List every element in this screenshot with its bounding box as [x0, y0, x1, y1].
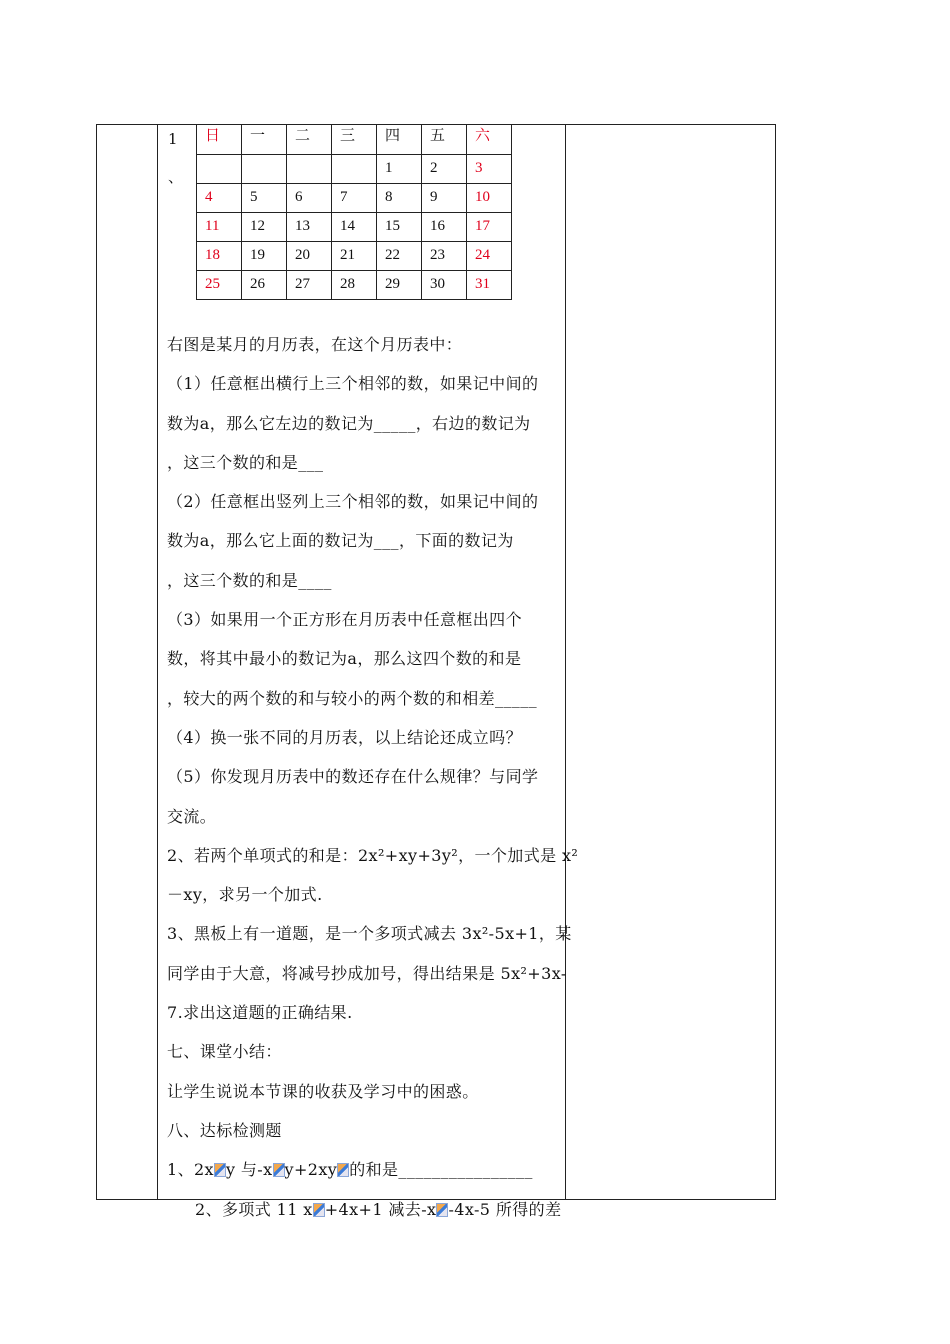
calendar-table	[196, 124, 512, 300]
item-number: 1	[168, 130, 178, 148]
text-line: 交流。	[167, 806, 217, 826]
calendar-week-row	[197, 154, 512, 183]
calendar-weekday-cell: 四	[377, 124, 422, 154]
calendar-day-cell: 23	[422, 241, 467, 270]
calendar-day-cell	[332, 154, 377, 183]
text-line: －xy，求另一个加式.	[167, 885, 323, 905]
calendar-day-cell	[242, 154, 287, 183]
column-divider-left	[157, 125, 158, 1199]
text-line: 同学由于大意，将减号抄成加号，得出结果是 5x²+3x-	[167, 963, 567, 983]
text-line: 数，将其中最小的数记为a，那么这四个数的和是	[167, 649, 522, 669]
calendar-day-cell: 16	[422, 212, 467, 241]
calendar-day-cell: 29	[377, 270, 422, 299]
calendar-day-cell	[197, 154, 242, 183]
calendar-day-cell: 28	[332, 270, 377, 299]
text-line: ，这三个数的和是___	[167, 452, 324, 472]
question-text	[167, 335, 579, 1239]
formula-image-icon	[214, 1163, 226, 1177]
calendar-day-cell: 18	[197, 241, 242, 270]
calendar-day-cell: 19	[242, 241, 287, 270]
text-line: 7.求出这道题的正确结果.	[167, 1003, 353, 1023]
text-line: （2）任意框出竖列上三个相邻的数，如果记中间的	[167, 492, 539, 512]
calendar-weekday-cell: 日	[197, 124, 242, 154]
calendar-day-cell: 6	[287, 183, 332, 212]
text-line: ，较大的两个数的和与较小的两个数的和相差_____	[167, 688, 538, 708]
text-line: 七、课堂小结：	[167, 1042, 282, 1062]
formula-image-icon	[273, 1163, 285, 1177]
calendar-weekday-cell: 二	[287, 124, 332, 154]
calendar-day-cell: 17	[467, 212, 512, 241]
calendar-day-cell: 12	[242, 212, 287, 241]
calendar-weekday-cell: 五	[422, 124, 467, 154]
calendar-day-cell: 2	[422, 154, 467, 183]
calendar-day-cell: 20	[287, 241, 332, 270]
calendar-day-cell: 22	[377, 241, 422, 270]
calendar-week-row	[197, 183, 512, 212]
calendar-day-cell: 31	[467, 270, 512, 299]
text-line: 2、若两个单项式的和是：2x²+xy+3y²，一个加式是 x²	[167, 845, 579, 865]
calendar-day-cell: 4	[197, 183, 242, 212]
calendar-weekday-cell: 六	[467, 124, 512, 154]
calendar-weekday-cell: 一	[242, 124, 287, 154]
test-question-1: 1、2x y 与-x y+2xy 的和是________________	[167, 1160, 533, 1180]
calendar-weekday-cell: 三	[332, 124, 377, 154]
calendar-day-cell: 30	[422, 270, 467, 299]
calendar-day-cell: 8	[377, 183, 422, 212]
calendar-day-cell: 7	[332, 183, 377, 212]
calendar-day-cell: 5	[242, 183, 287, 212]
calendar-day-cell: 9	[422, 183, 467, 212]
text-line: （4）换一张不同的月历表，以上结论还成立吗？	[167, 727, 522, 747]
calendar-header-row	[197, 124, 512, 154]
calendar-week-row	[197, 270, 512, 299]
formula-image-icon	[313, 1203, 325, 1217]
text-line: 八、达标检测题	[167, 1120, 282, 1140]
test-question-2: 2、多项式 11 x +4x+1 减去-x -4x-5 所得的差	[195, 1199, 562, 1219]
text-line: （3）如果用一个正方形在月历表中任意框出四个	[167, 610, 522, 630]
formula-image-icon	[337, 1163, 349, 1177]
calendar-day-cell: 27	[287, 270, 332, 299]
text-line: 让学生说说本节课的收获及学习中的困惑。	[167, 1081, 479, 1101]
calendar-day-cell: 24	[467, 241, 512, 270]
text-line: ，这三个数的和是____	[167, 570, 332, 590]
calendar-day-cell: 25	[197, 270, 242, 299]
text-line: 右图是某月的月历表，在这个月历表中：	[167, 335, 463, 354]
text-line: 数为a，那么它上面的数记为___，下面的数记为	[167, 531, 514, 551]
text-line: （5）你发现月历表中的数还存在什么规律？与同学	[167, 767, 539, 787]
item-mark: 、	[168, 168, 184, 186]
calendar-day-cell: 14	[332, 212, 377, 241]
calendar-week-row	[197, 241, 512, 270]
item-marker	[168, 127, 183, 189]
formula-image-icon	[436, 1203, 448, 1217]
calendar-day-cell: 15	[377, 212, 422, 241]
text-line: 数为a，那么它左边的数记为_____，右边的数记为	[167, 413, 531, 433]
calendar-day-cell: 26	[242, 270, 287, 299]
calendar-week-row	[197, 212, 512, 241]
text-line: （1）任意框出横行上三个相邻的数，如果记中间的	[167, 374, 539, 394]
column-divider-right	[565, 125, 566, 1199]
calendar-day-cell: 1	[377, 154, 422, 183]
calendar-day-cell: 11	[197, 212, 242, 241]
text-line: 3、黑板上有一道题，是一个多项式减去 3x²-5x+1，某	[167, 924, 572, 944]
calendar-day-cell: 21	[332, 241, 377, 270]
calendar-day-cell: 3	[467, 154, 512, 183]
calendar-day-cell: 13	[287, 212, 332, 241]
calendar-day-cell	[287, 154, 332, 183]
calendar-day-cell: 10	[467, 183, 512, 212]
